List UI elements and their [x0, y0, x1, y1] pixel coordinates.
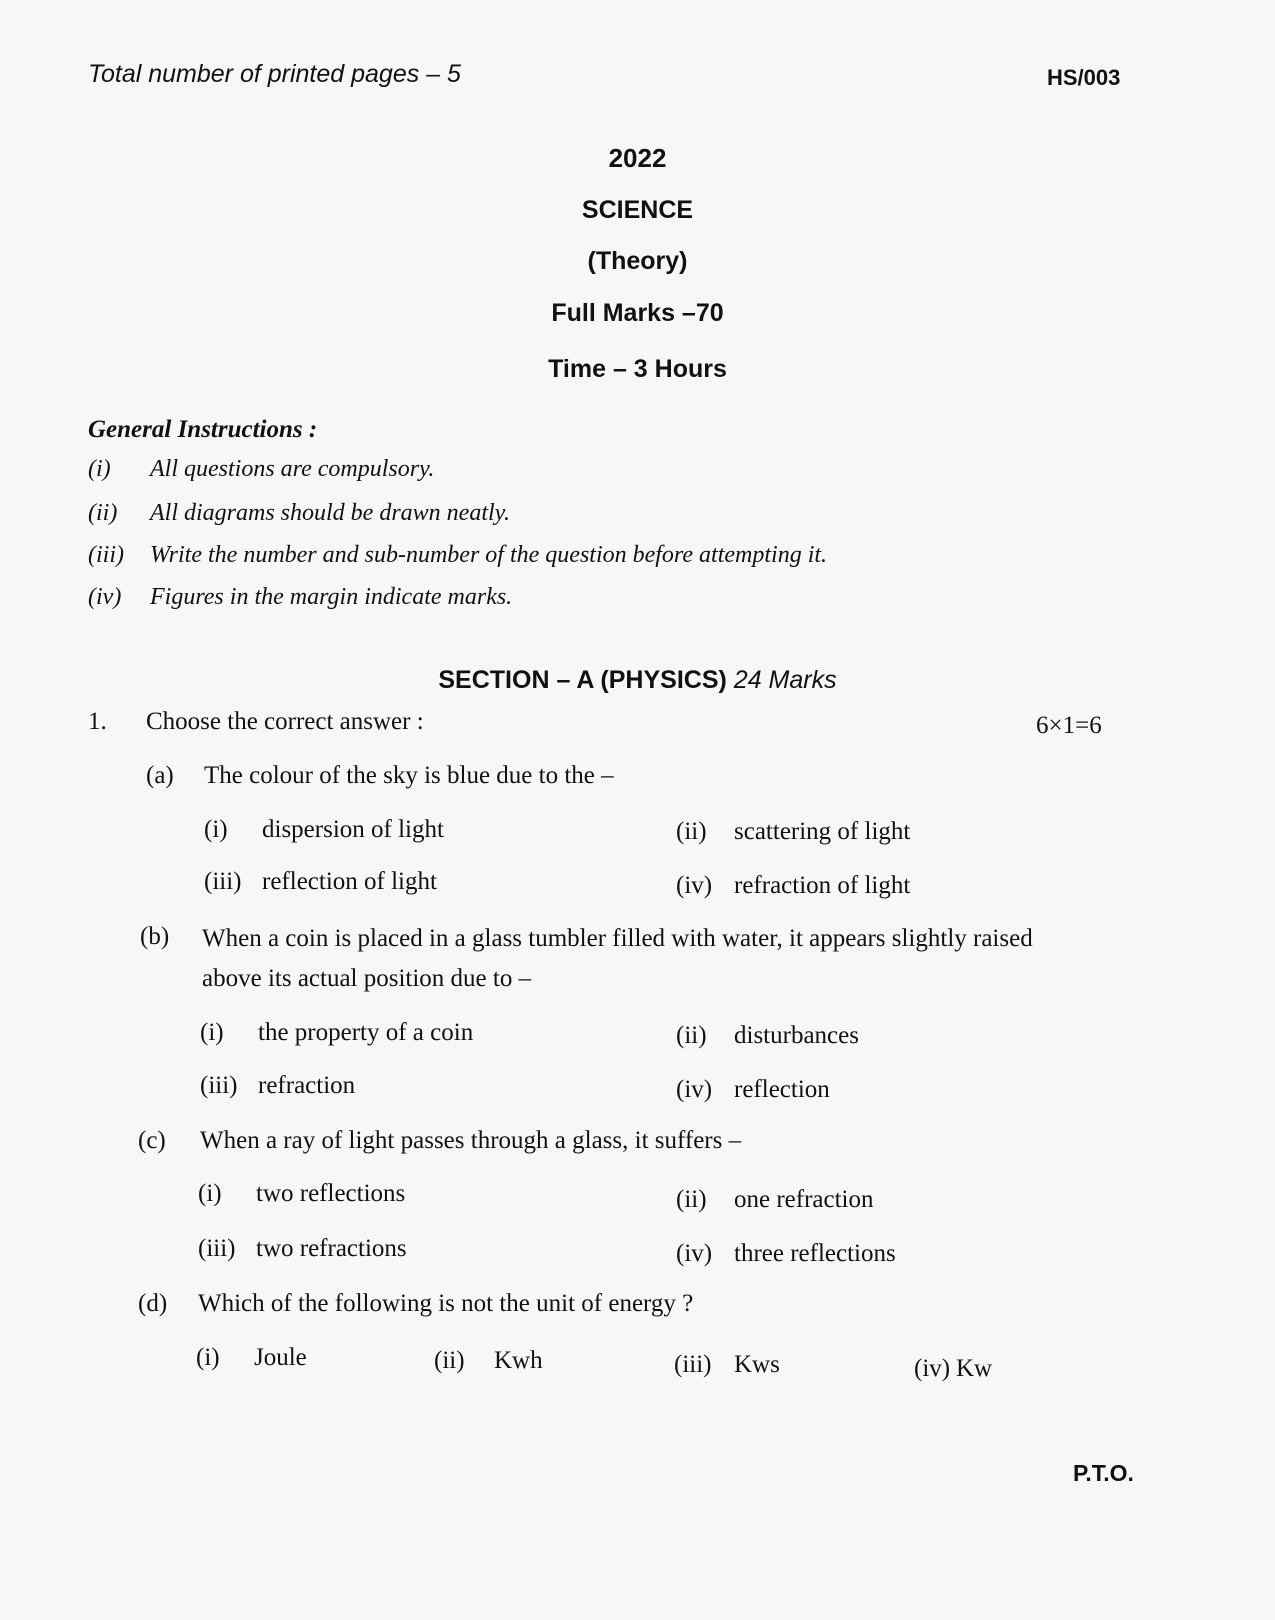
instruction-text: All diagrams should be drawn neatly.	[150, 500, 510, 526]
time-allowed: Time – 3 Hours	[548, 355, 727, 383]
option-text: refraction of light	[734, 872, 911, 899]
option-number: (iv)	[676, 1240, 713, 1267]
please-turn-over: P.T.O.	[1073, 1460, 1134, 1486]
option-number: (iv)	[676, 872, 713, 899]
option-text: three reflections	[734, 1240, 896, 1267]
subject-title: SCIENCE	[581, 196, 694, 224]
option-text: scattering of light	[734, 818, 911, 845]
option-text: two refractions	[256, 1235, 407, 1262]
option-number: (ii)	[676, 1186, 707, 1213]
option-number: (ii)	[676, 818, 707, 845]
instruction-text: All questions are compulsory.	[150, 456, 435, 482]
question-text: Choose the correct answer :	[146, 708, 424, 735]
part-label: (d)	[138, 1290, 168, 1317]
question-number: 1.	[88, 708, 107, 735]
option-number: (iii)	[204, 868, 242, 895]
option-text: disturbances	[734, 1022, 859, 1049]
option-number: (iii)	[674, 1351, 712, 1378]
question-marks: 6×1=6	[1036, 712, 1102, 739]
part-label: (c)	[138, 1127, 166, 1154]
section-title: SECTION – A (PHYSICS)	[438, 666, 727, 694]
instructions-title: General Instructions :	[88, 416, 318, 443]
full-marks: Full Marks –70	[551, 299, 724, 327]
option-text: Kws	[734, 1351, 780, 1378]
part-text: When a ray of light passes through a glass, it suffers –	[200, 1127, 742, 1154]
option-number: (i)	[198, 1180, 222, 1207]
option-text: Joule	[254, 1344, 307, 1371]
part-label: (a)	[146, 762, 174, 789]
option-text: Kwh	[494, 1347, 543, 1374]
instruction-text: Figures in the margin indicate marks.	[150, 584, 513, 610]
option-number: (iii)	[200, 1072, 238, 1099]
paper-code: HS/003	[1047, 65, 1121, 90]
part-text-continued: above its actual position due to –	[202, 965, 532, 992]
option-number: (i)	[204, 816, 228, 843]
option-number: (i)	[196, 1344, 220, 1371]
instruction-number: (ii)	[88, 500, 118, 526]
instruction-item	[88, 584, 988, 614]
section-heading	[0, 666, 1275, 695]
option-text: reflection of light	[262, 868, 437, 895]
part-label: (b)	[140, 923, 170, 950]
option-number: (i)	[200, 1019, 224, 1046]
option-text: two reflections	[256, 1180, 406, 1207]
part-text: The colour of the sky is blue due to the –	[204, 762, 614, 789]
instruction-text: Write the number and sub-number of the question before attempting it.	[150, 542, 828, 568]
instruction-item	[88, 542, 988, 572]
part-text: Which of the following is not the unit of energy ?	[198, 1290, 694, 1317]
option-number: (ii)	[676, 1022, 707, 1049]
instruction-item	[88, 456, 988, 486]
paper-type: (Theory)	[587, 247, 688, 275]
section-marks: 24 Marks	[733, 666, 837, 694]
exam-year: 2022	[608, 143, 667, 173]
instruction-item	[88, 500, 988, 530]
option-text: reflection	[734, 1076, 830, 1103]
instruction-number: (iii)	[88, 542, 124, 568]
option-text: one refraction	[734, 1186, 874, 1213]
option-text: Kw	[956, 1355, 993, 1382]
option-text: the property of a coin	[258, 1019, 474, 1046]
option-number: (iv)	[914, 1355, 951, 1382]
option-text: refraction	[258, 1072, 356, 1099]
option-number: (iii)	[198, 1235, 236, 1262]
part-text: When a coin is placed in a glass tumbler filled with water, it appears slightly raised	[202, 925, 1033, 952]
option-number: (ii)	[434, 1347, 465, 1374]
option-text: dispersion of light	[262, 816, 444, 843]
option-number: (iv)	[676, 1076, 713, 1103]
printed-pages-note: Total number of printed pages – 5	[88, 60, 461, 88]
instruction-number: (i)	[88, 456, 111, 482]
instruction-number: (iv)	[88, 584, 122, 610]
